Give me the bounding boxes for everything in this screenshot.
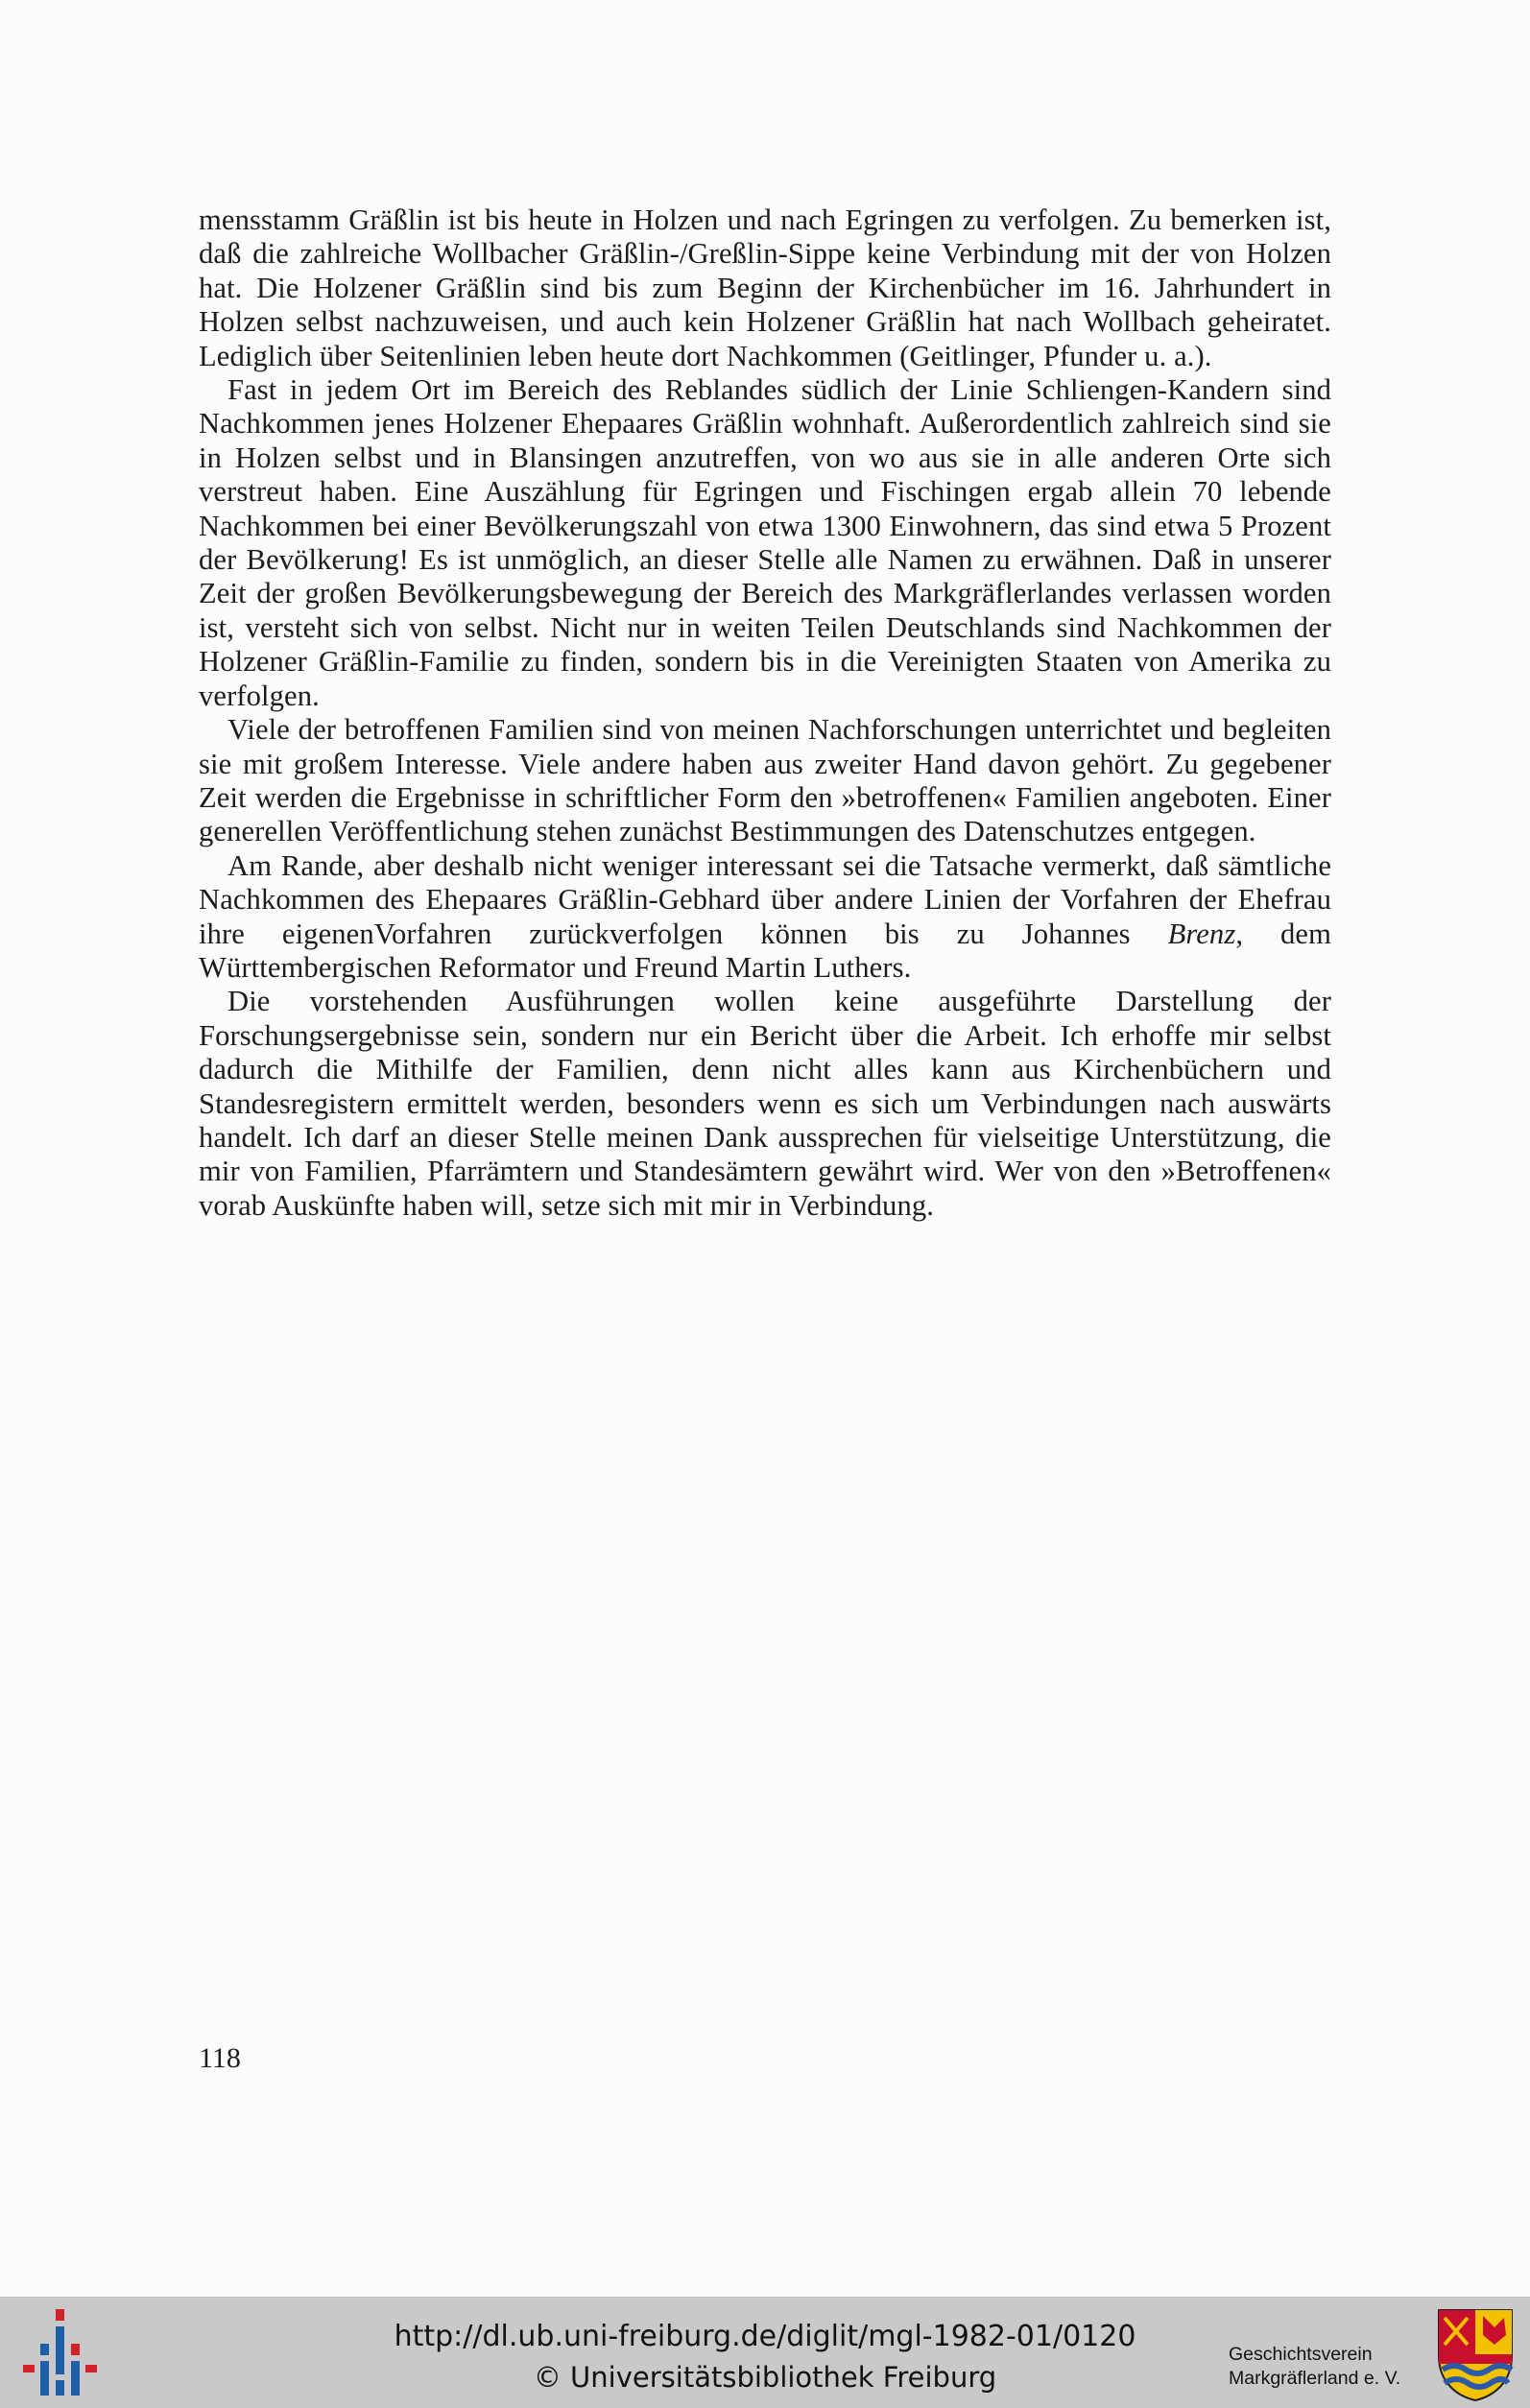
society-name-line-1: Geschichtsverein <box>1229 2344 1373 2365</box>
paragraph-4-text-before: Am Rande, aber deshalb nicht weniger interessant sei die Tatsache vermerkt, daß sämtliche Nachkommen des Ehepaares Gräßlin-Gebhard über andere Linien der Vorfahren der Ehefrau ihre eigenenVorfahren zurückverfolgen können bis zu Johannes <box>199 848 1331 950</box>
society-name-line-2: Markgräflerland e. V. <box>1229 2368 1401 2389</box>
copyright-notice: © Universitätsbibliothek Freiburg <box>533 2361 997 2394</box>
body-text <box>199 203 1331 1223</box>
paragraph-2: Fast in jedem Ort im Bereich des Reblandes südlich der Linie Schliengen-Kandern sind Nachkommen jenes Holzener Ehepaares Gräßlin wohnhaft. Außerordentlich zahlreich sind sie in Holzen selbst und in Blansingen anzutreffen, von wo aus sie in alle anderen Orte sich verstreut haben. Eine Auszählung für Egringen und Fischingen ergab allein 70 lebende Nachkommen bei einer Bevölkerungszahl von etwa 1300 Einwohnern, das sind etwa 5 Prozent der Bevölkerung! Es ist unmöglich, an dieser Stelle alle Namen zu erwähnen. Daß in unserer Zeit der großen Bevölkerungsbewegung der Bereich des Markgräflerlandes verlassen worden ist, versteht sich von selbst. Nicht nur in weiten Teilen Deutschlands sind Nachkommen der Holzener Gräßlin-Familie zu finden, sondern bis in die Vereinigten Staaten von Amerika zu verfolgen. <box>199 373 1331 712</box>
paragraph-3: Viele der betroffenen Familien sind von meinen Nachforschungen unterrichtet und begleiten sie mit großem Interesse. Viele andere haben aus zweiter Hand davon gehört. Zu gegebener Zeit werden die Ergebnisse in schriftlicher Form den »betroffenen« Familien angeboten. Einer generellen Veröffentlichung stehen zunächst Bestimmungen des Datenschutzes entgegen. <box>199 713 1331 848</box>
permalink-url[interactable]: http://dl.ub.uni-freiburg.de/diglit/mgl-1982-01/0120 <box>394 2320 1136 2353</box>
paragraph-1: mensstamm Gräßlin ist bis heute in Holzen und nach Egringen zu verfolgen. Zu bemerken ist, daß die zahlreiche Wollbacher Gräßlin-/Greßlin-Sippe keine Verbindung mit der von Holzen hat. Die Holzener Gräßlin sind bis zum Beginn der Kirchenbücher im 16. Jahrhundert in Holzen selbst nachzuweisen, und auch kein Holzener Gräßlin hat nach Wollbach geheiratet. Lediglich über Seitenlinien leben heute dort Nachkommen (Geitlinger, Pfunder u. a.). <box>199 203 1331 372</box>
coat-of-arms-icon <box>1435 2306 1516 2402</box>
society-name <box>1229 2343 1440 2391</box>
paragraph-4-text-after: , dem Württembergischen Reformator und Freund Martin Luthers. <box>199 917 1331 984</box>
page-number: 118 <box>199 2042 241 2074</box>
italic-name-brenz: Brenz <box>1167 917 1236 950</box>
paragraph-4 <box>199 849 1331 986</box>
paragraph-5: Die vorstehenden Ausführungen wollen keine ausgeführte Darstellung der Forschungsergebnisse sein, sondern nur ein Bericht über die Arbeit. Ich erhoffe mir selbst dadurch die Mithilfe der Familien, denn nicht alles kann aus Kirchenbüchern und Standesregistern ermittelt werden, besonders wenn es sich um Verbindungen nach auswärts handelt. Ich darf an dieser Stelle meinen Dank aussprechen für vielseitige Unterstützung, die mir von Familien, Pfarrämtern und Standesämtern gewährt wird. Wer von den »Betroffenen« vorab Auskünfte haben will, setze sich mit mir in Verbindung. <box>199 985 1331 1222</box>
